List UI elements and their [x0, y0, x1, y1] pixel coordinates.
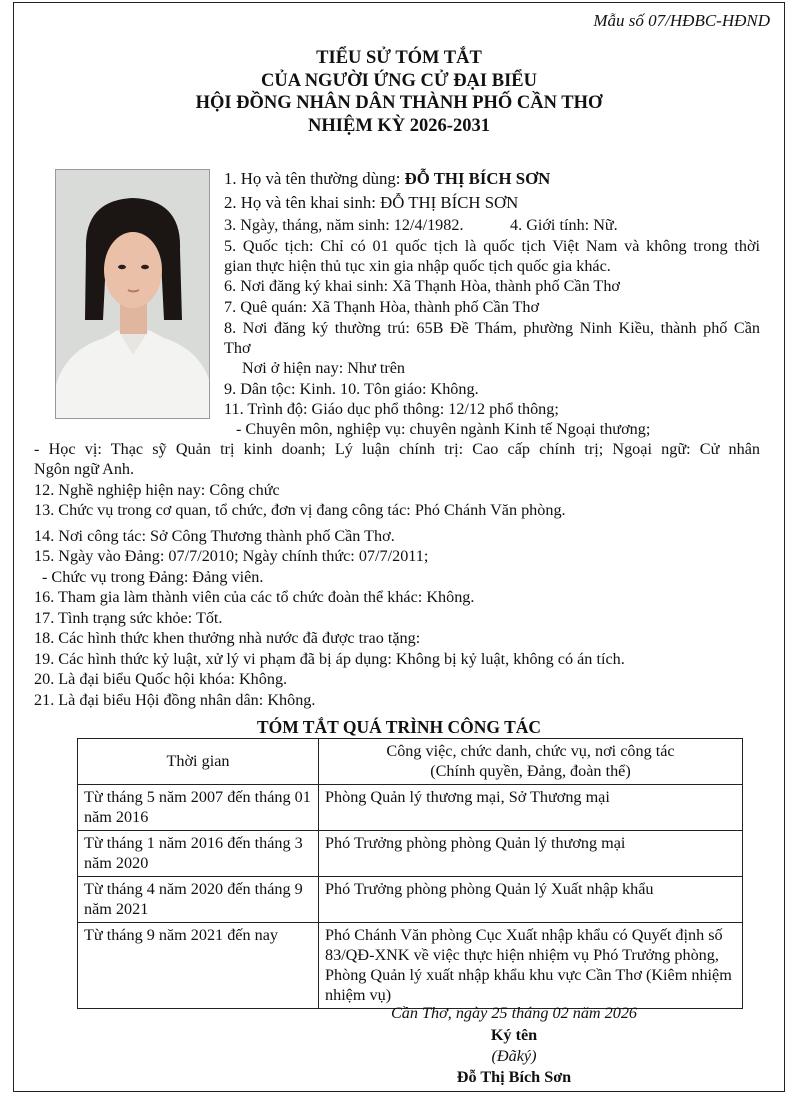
header-time: Thời gian	[78, 739, 319, 785]
work-history-table	[77, 738, 743, 1009]
portrait-image	[56, 170, 210, 419]
title-line-4: NHIỆM KỲ 2026-2031	[308, 115, 490, 136]
field-health: 17. Tình trạng sức khỏe: Tốt.	[34, 609, 223, 627]
field-party-date: 15. Ngày vào Đảng: 07/7/2010; Ngày chính thức: 07/7/2011;	[34, 547, 429, 565]
field-permanent-residence: 8. Nơi đăng ký thường trú: 65B Đề Thám, phường Ninh Kiều, thành phố Cần	[224, 319, 760, 337]
field-peoples-council: 21. Là đại biểu Hội đồng nhân dân: Không.	[34, 691, 316, 709]
field-discipline: 19. Các hình thức kỷ luật, xử lý vi phạm đã bị áp dụng: Không bị kỷ luật, không có án tích.	[34, 650, 625, 668]
field-workplace: 14. Nơi công tác: Sở Công Thương thành phố Cần Thơ.	[34, 527, 395, 545]
field-education: 11. Trình độ: Giáo dục phổ thông: 12/12 phổ thông;	[224, 400, 559, 418]
field-common-name	[224, 169, 550, 189]
field-specialization: - Chuyên môn, nghiệp vụ: chuyên ngành Kinh tế Ngoại thương;	[236, 420, 651, 438]
header-job	[319, 739, 743, 785]
field-degree: - Học vị: Thạc sỹ Quản trị kinh doanh; Lý luận chính trị: Cao cấp chính trị; Ngoại ngữ: Cử nhân	[34, 440, 760, 458]
row-time: Từ tháng 9 năm 2021 đến nay	[78, 923, 319, 1009]
field-gender: 4. Giới tính: Nữ.	[510, 216, 618, 234]
row-job: Phòng Quản lý thương mại, Sở Thương mại	[319, 785, 743, 831]
row-time: Từ tháng 4 năm 2020 đến tháng 9 năm 2021	[78, 877, 319, 923]
row-time: Từ tháng 1 năm 2016 đến tháng 3 năm 2020	[78, 831, 319, 877]
field-current-residence: Nơi ở hiện nay: Như trên	[242, 359, 406, 377]
field-degree-cont: Ngôn ngữ Anh.	[34, 460, 135, 478]
field-occupation: 12. Nghề nghiệp hiện nay: Công chức	[34, 481, 280, 499]
field-national-assembly: 20. Là đại biểu Quốc hội khóa: Không.	[34, 670, 288, 688]
title-line-1: TIỂU SỬ TÓM TẮT	[316, 48, 482, 68]
field-birth-name: 2. Họ và tên khai sinh: ĐỖ THỊ BÍCH SƠN	[224, 193, 519, 212]
field-common-name-value: ĐỖ THỊ BÍCH SƠN	[404, 169, 551, 188]
portrait-photo	[55, 169, 210, 419]
form-number: Mẫu số 07/HĐBC-HĐND	[593, 11, 770, 30]
signature-label: Ký tên	[490, 1026, 538, 1044]
row-time: Từ tháng 5 năm 2007 đến tháng 01 năm 2016	[78, 785, 319, 831]
row-job: Phó Chánh Văn phòng Cục Xuất nhập khẩu có Quyết định số 83/QĐ-XNK về việc thực hiện nhiệm vụ Phó Trưởng phòng, Phòng Quản lý xuất nhập khẩu khu vực Cần Thơ (Kiêm nhiệm nhiệm vụ)	[319, 923, 743, 1009]
table-row	[78, 831, 743, 877]
signature-note: (Đãký)	[491, 1047, 537, 1065]
table-row	[78, 877, 743, 923]
table-row	[78, 785, 743, 831]
signer-name: Đỗ Thị Bích Sơn	[456, 1068, 572, 1086]
field-awards: 18. Các hình thức khen thưởng nhà nước đã được trao tặng:	[34, 629, 421, 647]
field-nationality: 5. Quốc tịch: Chỉ có 01 quốc tịch là quốc tịch Việt Nam và không trong thời	[224, 237, 760, 255]
table-row	[78, 923, 743, 1009]
document-title	[14, 47, 784, 137]
row-job: Phó Trưởng phòng phòng Quản lý Xuất nhập khẩu	[319, 877, 743, 923]
field-birth-registration: 6. Nơi đăng ký khai sinh: Xã Thạnh Hòa, thành phố Cần Thơ	[224, 277, 620, 295]
field-position: 13. Chức vụ trong cơ quan, tổ chức, đơn vị đang công tác: Phó Chánh Văn phòng.	[34, 501, 566, 519]
field-permanent-residence-cont: Thơ	[224, 339, 251, 357]
field-ethnicity-religion: 9. Dân tộc: Kinh. 10. Tôn giáo: Không.	[224, 380, 479, 398]
document-page	[13, 2, 785, 1092]
title-line-3: HỘI ĐỒNG NHÂN DÂN THÀNH PHỐ CẦN THƠ	[195, 93, 603, 113]
field-hometown: 7. Quê quán: Xã Thạnh Hòa, thành phố Cần Thơ	[224, 298, 540, 316]
table-header-row	[78, 739, 743, 785]
field-organizations: 16. Tham gia làm thành viên của các tổ chức đoàn thể khác: Không.	[34, 588, 475, 606]
field-common-name-label: 1. Họ và tên thường dùng:	[224, 169, 405, 188]
work-history-title: TÓM TẮT QUÁ TRÌNH CÔNG TÁC	[256, 717, 542, 737]
row-job: Phó Trưởng phòng phòng Quản lý thương mại	[319, 831, 743, 877]
field-birth-date: 3. Ngày, tháng, năm sinh: 12/4/1982.	[224, 216, 464, 234]
field-party-position: - Chức vụ trong Đảng: Đảng viên.	[42, 568, 264, 586]
header-job-line-1: Công việc, chức danh, chức vụ, nơi công tác	[386, 742, 675, 760]
header-job-line-2: (Chính quyền, Đảng, đoàn thể)	[430, 762, 631, 780]
signature-place-date: Cần Thơ, ngày 25 tháng 02 năm 2026	[390, 1004, 638, 1022]
field-nationality-cont: gian thực hiện thủ tục xin gia nhập quốc tịch quốc gia khác.	[224, 257, 611, 275]
title-line-2: CỦA NGƯỜI ỨNG CỬ ĐẠI BIỂU	[261, 70, 537, 91]
